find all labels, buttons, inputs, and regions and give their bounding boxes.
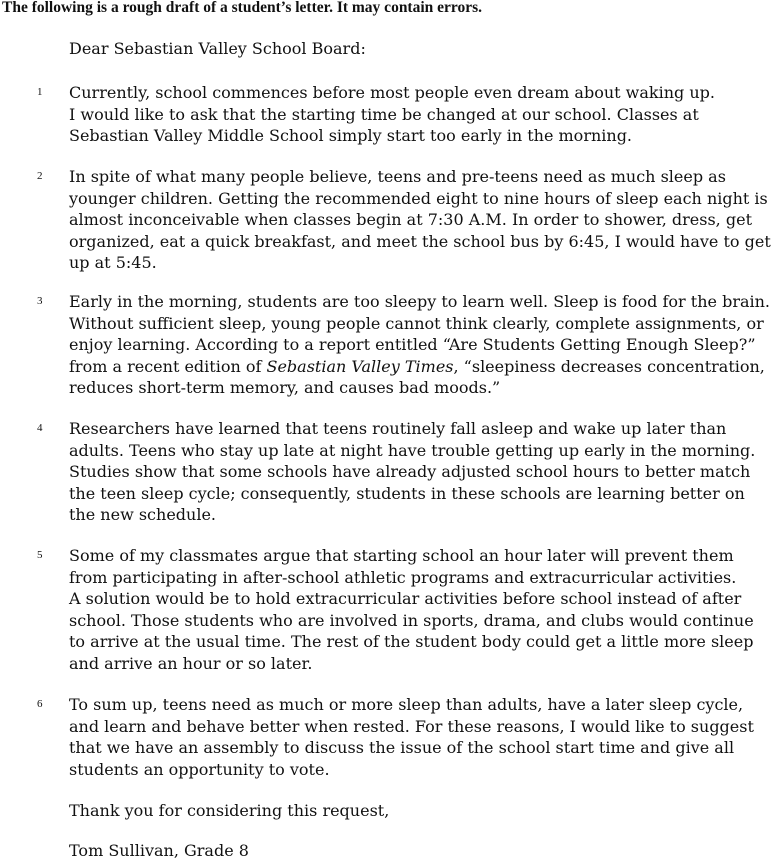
paragraph-line: enjoy learning. According to a report entitled “Are Students Getting Enough Sleep?” (69, 335, 756, 354)
paragraph-line: Researchers have learned that teens routinely fall asleep and wake up later than (69, 419, 727, 438)
paragraph-number: 3 (37, 295, 43, 307)
paragraph-line: almost inconceivable when classes begin at 7:30 A.M. In order to shower, dress, get (69, 210, 752, 229)
publication-title: Sebastian Valley Times (266, 356, 454, 376)
line-text: from a recent edition of (69, 356, 267, 376)
paragraph-number: 5 (37, 549, 43, 561)
paragraph-line: organized, eat a quick breakfast, and meet the school bus by 6:45, I would have to get (69, 231, 771, 251)
paragraph-line: reduces short-term memory, and causes bad moods.” (69, 378, 501, 397)
letter-salutation: Dear Sebastian Valley School Board: (69, 39, 366, 58)
paragraph-line: Studies show that some schools have already adjusted school hours to better match (69, 462, 751, 481)
paragraph-line: To sum up, teens need as much or more sleep than adults, have a later sleep cycle, (69, 695, 744, 714)
paragraph-line: Currently, school commences before most people even dream about waking up. (69, 83, 715, 102)
paragraph-line: Early in the morning, students are too sleepy to learn well. Sleep is food for the brain. (69, 292, 771, 311)
paragraph-line: and arrive an hour or so later. (69, 653, 313, 673)
paragraph-line: Sebastian Valley Middle School simply start too early in the morning. (69, 126, 633, 145)
paragraph-line: school. Those students who are involved in sports, drama, and clubs would continue (69, 610, 754, 630)
paragraph-number: 2 (37, 170, 43, 182)
paragraph-line: that we have an assembly to discuss the issue of the school start time and give all (69, 738, 735, 757)
letter-closing: Thank you for considering this request, (69, 801, 390, 820)
paragraph-line: Some of my classmates argue that starting school an hour later will prevent them (69, 546, 734, 565)
paragraph-line: the teen sleep cycle; consequently, students in these schools are learning better on (69, 483, 745, 503)
paragraph-number: 1 (37, 86, 43, 98)
paragraph-line: younger children. Getting the recommended eight to nine hours of sleep each night is (69, 188, 768, 208)
paragraph-line: A solution would be to hold extracurricular activities before school instead of after (69, 589, 742, 608)
paragraph-line: up at 5:45. (69, 253, 157, 272)
letter-signature: Tom Sullivan, Grade 8 (69, 841, 249, 860)
paragraph-line: adults. Teens who stay up late at night have trouble getting up early in the morning. (69, 440, 756, 460)
draft-note-header: The following is a rough draft of a student’s letter. It may contain errors. (2, 0, 483, 16)
paragraph-line: In spite of what many people believe, teens and pre-teens need as much sleep as (69, 167, 726, 186)
paragraph-line: students an opportunity to vote. (69, 759, 330, 779)
paragraph-number: 6 (37, 698, 43, 710)
paragraph-line: from participating in after-school athletic programs and extracurricular activities. (69, 567, 737, 587)
paragraph-line: the new schedule. (69, 505, 217, 524)
paragraph-line: and learn and behave better when rested. For these reasons, I would like to suggest (69, 716, 754, 736)
line-text: , “sleepiness decreases concentration, (453, 356, 765, 376)
paragraph-line: Without sufficient sleep, young people cannot think clearly, complete assignments, or (69, 313, 764, 333)
paragraph-line (69, 356, 765, 378)
paragraph-line: to arrive at the usual time. The rest of the student body could get a little more sleep (69, 632, 754, 651)
paragraph-number: 4 (37, 422, 43, 434)
paragraph-line: I would like to ask that the starting time be changed at our school. Classes at (69, 104, 699, 124)
